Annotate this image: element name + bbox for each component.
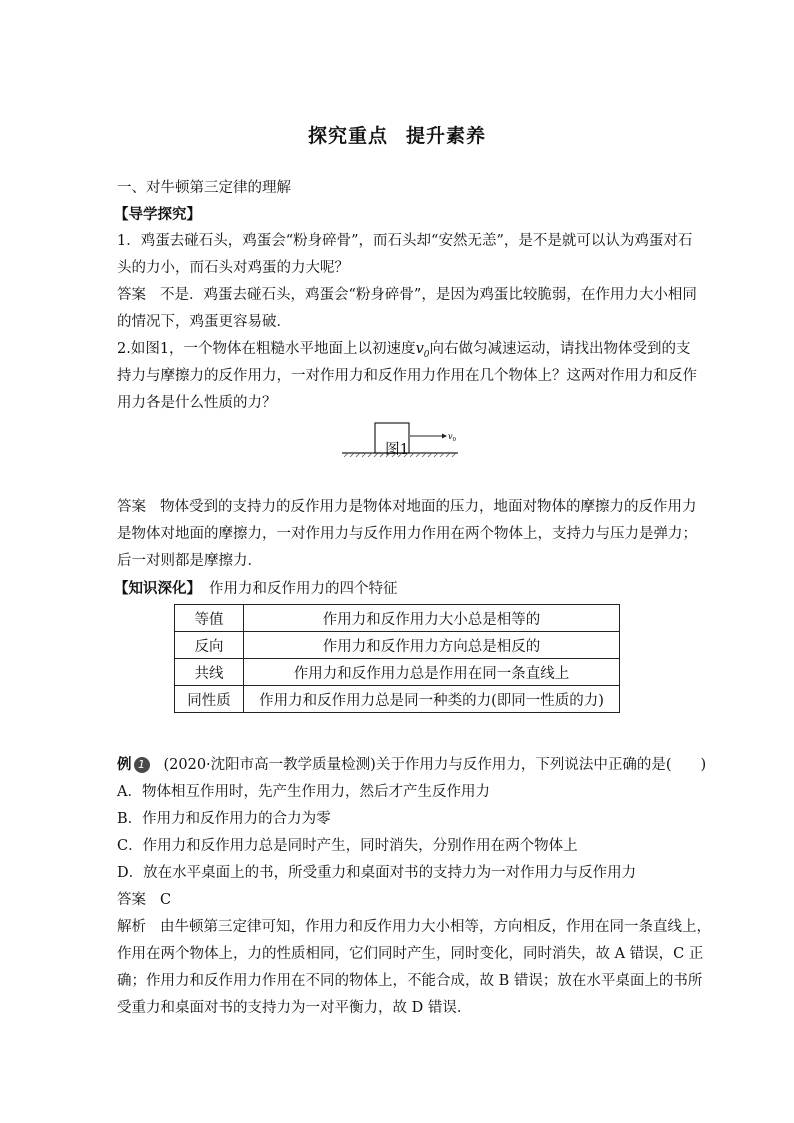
daoxue-label: 【导学探究】 [114, 206, 201, 223]
option-c: C．作用力和反作用力总是同时产生，同时消失，分别作用在两个物体上 [117, 838, 578, 854]
q1-line-2: 头的力小，而石头对鸡蛋的力大呢？ [117, 260, 349, 276]
table-cell-value: 作用力和反作用力方向总是相反的 [244, 632, 620, 659]
q1-line-1: 1．鸡蛋去碰石头，鸡蛋会“粉身碎骨”，而石头却“安然无恙”，是不是就可以认为鸡蛋对石 [117, 233, 693, 249]
svg-text:0: 0 [452, 437, 456, 443]
table-cell-value: 作用力和反作用力总是同一种类的力(即同一性质的力) [244, 686, 620, 713]
q2-answer-line-2: 是物体对地面的摩擦力，一对作用力与反作用力作用在两个物体上，支持力与压力是弹力； [117, 526, 697, 542]
example-answer [117, 888, 171, 909]
option-d: D．放在水平桌面上的书，所受重力和桌面对书的支持力为一对作用力与反作用力 [117, 865, 637, 881]
example-label: 例 [117, 756, 132, 773]
analysis-label: 解析 [117, 919, 146, 935]
v0-symbol: $v_0$ [415, 341, 430, 360]
analysis-line-1 [117, 915, 711, 936]
table-row [175, 659, 620, 686]
analysis-line-2: 作用在两个物体上，力的性质相同，它们同时产生，同时变化，同时消失，故 A 错误，C 正 [117, 946, 704, 962]
q2-line-1b: 向右做匀减速运动，请找出物体受到的支 [429, 341, 691, 357]
table-cell-value: 作用力和反作用力总是作用在同一条直线上 [244, 659, 620, 686]
title-part-2: 提升素养 [406, 125, 487, 147]
answer-label: 答案 [117, 892, 146, 908]
q2-answer-text-1: 物体受到的支持力的反作用力是物体对地面的压力，地面对物体的摩擦力的反作用力 [160, 499, 697, 515]
figure-caption: 图1 [385, 442, 409, 458]
analysis-line-3: 确；作用力和反作用力作用在不同的物体上，不能合成，故 B 错误；放在水平桌面上的书所 [117, 973, 703, 989]
table-row [175, 632, 620, 659]
example-stem-text: (2020·沈阳市高一教学质量检测)关于作用力与反作用力，下列说法中正确的是( ) [163, 757, 707, 773]
knowledge-label: 【知识深化】 [114, 580, 201, 597]
q1-answer-line-1 [117, 283, 697, 304]
title-part-1: 探究重点 [307, 125, 388, 147]
table-cell-key: 共线 [175, 659, 244, 686]
q2-line-1a: 2.如图1，一个物体在粗糙水平地面上以初速度 [117, 341, 416, 357]
analysis-line-4: 受重力和桌面对书的支持力为一对平衡力，故 D 错误． [117, 1000, 472, 1016]
table-cell-key: 同性质 [175, 686, 244, 713]
q1-answer-text-1: 不是．鸡蛋去碰石头，鸡蛋会“粉身碎骨”，是因为鸡蛋比较脆弱，在作用力大小相同 [160, 287, 697, 303]
q2-line-2: 持力与摩擦力的反作用力，一对作用力和反作用力作用在几个物体上？这两对作用力和反作 [117, 368, 697, 384]
v0-label: v [448, 432, 453, 441]
answer-label: 答案 [117, 287, 146, 303]
features-table [174, 604, 620, 713]
answer-value: C [160, 892, 172, 908]
q2-line-1 [117, 337, 691, 360]
q2-answer-line-1 [117, 495, 697, 516]
answer-label: 答案 [117, 499, 146, 515]
q2-answer-line-3: 后一对则都是摩擦力． [117, 553, 262, 569]
option-a: A．物体相互作用时，先产生作用力，然后才产生反作用力 [117, 784, 490, 800]
table-cell-value: 作用力和反作用力大小总是相等的 [244, 605, 620, 632]
table-row [175, 605, 620, 632]
analysis-text-1: 由牛顿第三定律可知，作用力和反作用力大小相等，方向相反，作用在同一条直线上， [160, 919, 711, 935]
option-b: B．作用力和反作用力的合力为零 [117, 811, 331, 827]
table-cell-key: 等值 [175, 605, 244, 632]
knowledge-heading [114, 577, 398, 598]
table-row [175, 686, 620, 713]
example-number-badge: 1 [134, 757, 150, 773]
page-title [0, 121, 794, 148]
knowledge-title: 作用力和反作用力的四个特征 [209, 581, 398, 597]
q1-answer-line-2: 的情况下，鸡蛋更容易破． [117, 314, 291, 330]
example-stem [117, 753, 706, 774]
section-heading: 一、对牛顿第三定律的理解 [117, 180, 291, 196]
table-cell-key: 反向 [175, 632, 244, 659]
q2-line-3: 用力各是什么性质的力？ [117, 395, 277, 411]
